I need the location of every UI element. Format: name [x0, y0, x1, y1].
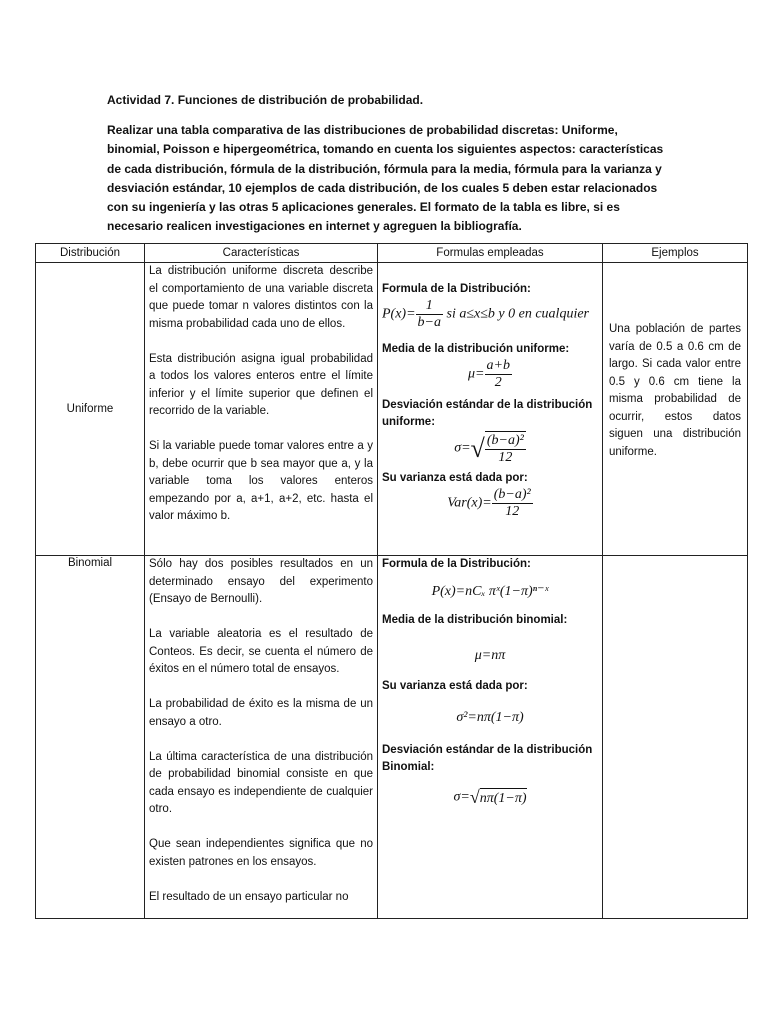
- characteristic-paragraph: El resultado de un ensayo particular no: [149, 890, 349, 903]
- formula-label: Su varianza está dada por:: [382, 680, 528, 692]
- characteristic-paragraph: La distribución uniforme discreta describe el comportamiento de una variable discreta que puede tomar n valores distintos con la misma probabilidad cada uno de ellos.: [149, 265, 373, 330]
- formulas-binomial: [378, 556, 603, 919]
- header-distribucion: Distribución: [36, 244, 145, 263]
- formula-label: Desviación estándar de la distribución uniforme:: [382, 399, 593, 428]
- formula-std-dev: σ=√ $\frac{\text{(b−a)²}}{12}$: [454, 433, 524, 465]
- document-title: Actividad 7. Funciones de distribución de probabilidad.: [107, 93, 424, 107]
- table-row-uniforme: [36, 263, 748, 556]
- formula-label: Formula de la Distribución:: [382, 283, 531, 295]
- characteristic-paragraph: La última característica de una distribución de probabilidad binomial consiste en que cada ensayo es independiente de cualquier otro.: [149, 750, 373, 815]
- header-formulas: Formulas empleadas: [378, 244, 603, 263]
- table-row-binomial: [36, 556, 748, 919]
- formula-label: Su varianza está dada por:: [382, 472, 528, 484]
- comparison-table: [35, 243, 748, 919]
- table-header-row: [36, 244, 748, 263]
- formulas-uniforme: [378, 263, 603, 556]
- formula-variance: σ²=nπ(1−π): [456, 710, 524, 725]
- distribution-name-uniforme: Uniforme: [36, 263, 145, 556]
- formula-mean: μ= $\frac{a+b}{2}$: [468, 358, 510, 390]
- characteristic-paragraph: Esta distribución asigna igual probabilidad a todos los valores enteros entre el límite inferior y el límite superior que definen el recorrido de la variable.: [149, 352, 373, 417]
- instructions-paragraph: Realizar una tabla comparativa de las distribuciones de probabilidad discretas: Uniforme, binomial, Poisson e hipergeométrica, tomando en cuenta los siguientes aspectos: características de cada distribución, fórmula de la distribución, fórmula para la media, fórmula para la varianza y desviación estándar, 10 ejemplos de cada distribución, de los cuales 5 deben estar relacionados con su ingeniería y las otras 5 aplicaciones generales. El formato de la tabla es libre, si es necesario realicen investigaciones en internet y agreguen la bibliografía.: [107, 123, 664, 234]
- examples-binomial: [603, 556, 748, 919]
- formula-distribution: P(x)= $\frac{1}{b-a}$ si a≤x≤b y 0 en cualquier: [382, 298, 590, 330]
- formula-distribution: P(x)=nCₓ πˣ(1−π)ⁿ⁻ˣ: [431, 584, 549, 599]
- characteristic-paragraph: La probabilidad de éxito es la misma de un ensayo a otro.: [149, 698, 373, 728]
- characteristic-paragraph: La variable aleatoria es el resultado de Conteos. Es decir, se cuenta el número de éxitos en el número total de ensayos.: [149, 628, 373, 675]
- formula-label: Media de la distribución binomial:: [382, 614, 568, 626]
- header-ejemplos: Ejemplos: [603, 244, 748, 263]
- characteristics-binomial: [145, 556, 378, 919]
- characteristic-paragraph: Si la variable puede tomar valores entre a y b, debe ocurrir que b sea mayor que a, y la variable toma los valores enteros empezando por a, a+1, a+2, etc. hasta el valor máximo b.: [149, 440, 373, 522]
- formula-variance: Var(x)= $\frac{\text{(b−a)²}}{12}$: [447, 487, 531, 519]
- characteristics-uniforme: [145, 263, 378, 556]
- formula-label: Desviación estándar de la distribución Binomial:: [382, 744, 593, 773]
- examples-uniforme: Una población de partes varía de 0.5 a 0.6 cm de largo. Si cada valor entre 0.5 y 0.6 cm tiene la misma probabilidad de ocurrir, estos datos siguen una distribución uniforme.: [603, 263, 748, 556]
- formula-mean: μ=nπ: [474, 648, 506, 663]
- distribution-name-binomial: Binomial: [36, 556, 145, 919]
- header-caracteristicas: Características: [145, 244, 378, 263]
- formula-label: Formula de la Distribución:: [382, 558, 531, 570]
- formula-label: Media de la distribución uniforme:: [382, 343, 570, 355]
- characteristic-paragraph: Que sean independientes significa que no existen patrones en los ensayos.: [149, 838, 373, 868]
- characteristic-paragraph: Sólo hay dos posibles resultados en un determinado ensayo del experimento (Ensayo de Bernoulli).: [149, 558, 373, 605]
- formula-std-dev: σ=√nπ(1−π): [453, 787, 527, 807]
